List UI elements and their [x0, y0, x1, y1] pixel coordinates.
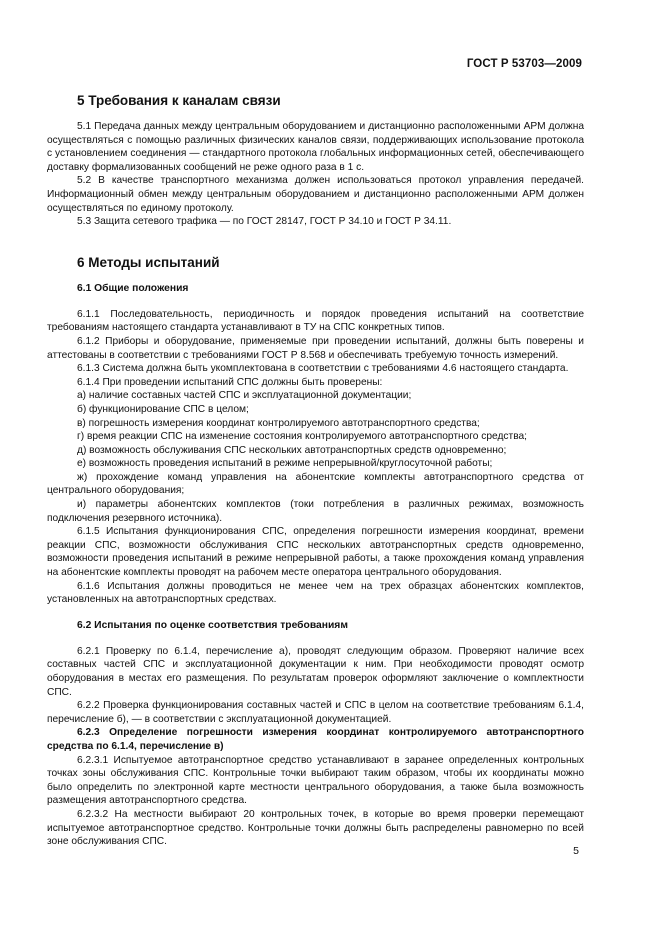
list-item-g: г) время реакции СПС на изменение состояния контролируемого автотранспортного средства;	[77, 431, 527, 443]
page-number: 5	[573, 845, 579, 857]
para-6-2-2: 6.2.2 Проверка функционирования составных частей и СПС в целом на соответствие требованиям 6.1.4, перечисление б), — в соответствии с эксплуатационной документацией.	[47, 700, 584, 725]
subsection-6-1-title: 6.1 Общие положения	[77, 282, 189, 294]
page-content	[47, 88, 584, 849]
section-6-title: 6 Методы испытаний	[77, 254, 220, 270]
list-item-a: а) наличие составных частей СПС и эксплуатационной документации;	[77, 390, 412, 402]
para-6-1-2: 6.1.2 Приборы и оборудование, применяемые при проведении испытаний, должны быть поверены и аттестованы в соответствии с требованиями ГОСТ Р 8.568 и обеспечивать требуемую точность измерений.	[47, 335, 584, 361]
para-6-2-3-title: 6.2.3 Определение погрешности измерения координат контролируемого автотранспортного средства по 6.1.4, перечисление в)	[47, 727, 584, 752]
list-item-e: е) возможность проведения испытаний в режиме непрерывной/круглосуточной работы;	[77, 458, 493, 470]
list-item-zh: ж) прохождение команд управления на абонентские комплекты автотранспортного средства от центрального оборудования;	[47, 471, 584, 497]
para-6-2-3-2: 6.2.3.2 На местности выбирают 20 контрольных точек, в которые во время проверки перемещают испытуемое автотранспортное средство. Контрольные точки должны быть распределены равномерно по всей зоне обслуживания СПС.	[47, 808, 584, 848]
list-item-i: и) параметры абонентских комплектов (токи потребления в различных режимах, возможность подключения резервного источника).	[47, 499, 584, 524]
para-5-3: 5.3 Защита сетевого трафика — по ГОСТ 28147, ГОСТ Р 34.10 и ГОСТ Р 34.11.	[77, 216, 452, 228]
list-item-v: в) погрешность измерения координат контролируемого автотранспортного средства;	[77, 417, 480, 429]
subsection-6-2-title: 6.2 Испытания по оценке соответствия требованиям	[77, 619, 348, 631]
list-item-b: б) функционирование СПС в целом;	[77, 403, 249, 415]
para-6-1-1: 6.1.1 Последовательность, периодичность и порядок проведения испытаний на соответствие требованиям настоящего стандарта устанавливают в ТУ на СПС конкретных типов.	[47, 308, 584, 334]
para-5-2: 5.2 В качестве транспортного механизма должен использоваться протокол управления передачей. Информационный обмен между центральным оборудованием и дистанционно расположенными АРМ должен осуществляться по единому протоколу.	[47, 175, 584, 214]
list-item-d: д) возможность обслуживания СПС нескольких автотранспортных средств одновременно;	[77, 444, 507, 456]
para-6-1-6: 6.1.6 Испытания должны проводиться не менее чем на трех образцах абонентских комплектов, установленных на автотранспортных средствах.	[47, 580, 584, 606]
document-header: ГОСТ Р 53703—2009	[466, 58, 582, 70]
para-5-1: 5.1 Передача данных между центральным оборудованием и дистанционно расположенными АРМ должна осуществляться с помощью различных физических каналов связи, поддерживающих использование протокола с установлением соединения — стандартного протокола глобальных информационных сетей, обеспечивающего доставку формализованных сообщений не реже одного раза в 1 с.	[47, 121, 584, 173]
para-6-2-3-1: 6.2.3.1 Испытуемое автотранспортное средство устанавливают в заранее определенных контрольных точках зоны обслуживания СПС. Контрольные точки выбирают таким образом, чтобы их координаты можно было определить по электронной карте местности центрального оборудования, а также была возможность размещения автотранспортного средства.	[47, 754, 584, 807]
para-6-1-3: 6.1.3 Система должна быть укомплектована в соответствии с требованиями 4.6 настоящего стандарта.	[77, 363, 569, 375]
para-6-1-5: 6.1.5 Испытания функционирования СПС, определения погрешности измерения координат, времени реакции СПС, возможности обслуживания СПС нескольких автотранспортных средств одновременно, возможности проведения испытаний в режиме непрерывной работы, а также прохождения команд управления на абонентские комплекты проводят на рабочем месте оператора центрального оборудования.	[47, 526, 584, 579]
para-6-2-1: 6.2.1 Проверку по 6.1.4, перечисление а), проводят следующим образом. Проверяют наличие всех составных частей СПС и эксплуатационной документации к ним. При необходимости проводят осмотр оборудования в местах его размещения. По результатам проверок оформляют заключение о комплектности СПС.	[47, 645, 584, 698]
section-5-title: 5 Требования к каналам связи	[77, 93, 281, 108]
para-6-1-4: 6.1.4 При проведении испытаний СПС должны быть проверены:	[77, 376, 383, 388]
